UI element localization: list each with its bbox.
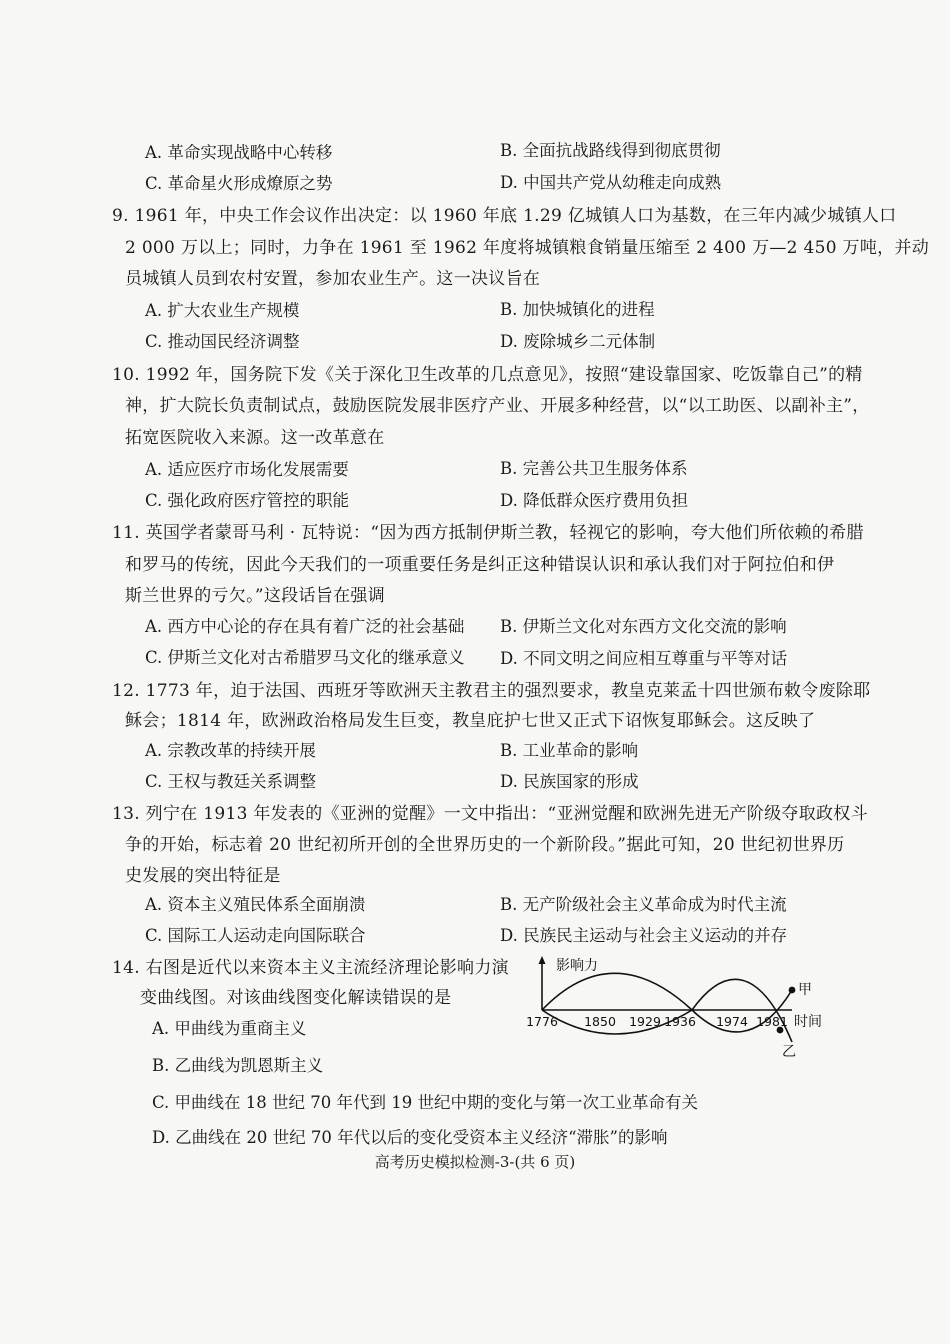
- q14-option-b: B. 乙曲线为凯恩斯主义: [152, 1056, 324, 1075]
- q12-option-a: A. 宗教改革的持续开展: [145, 741, 316, 760]
- x-tick-label: 1776: [526, 1014, 558, 1029]
- q9-stem-line-3: 员城镇人员到农村安置，参加农业生产。这一决议旨在: [125, 269, 541, 289]
- q10-stem-line-1: 10. 1992 年，国务院下发《关于深化卫生改革的几点意见》，按照“建设靠国家、吃饭靠自己”的精: [112, 365, 863, 385]
- x-tick-label: 1981: [756, 1014, 788, 1029]
- q11-option-a: A. 西方中心论的存在具有着广泛的社会基础: [145, 617, 465, 636]
- q9-option-a: A. 扩大农业生产规模: [145, 301, 300, 320]
- q10-option-a: A. 适应医疗市场化发展需要: [145, 460, 349, 479]
- q11-option-d: D. 不同文明之间应相互尊重与平等对话: [500, 649, 788, 668]
- q9-option-b: B. 加快城镇化的进程: [500, 300, 655, 319]
- q10-option-b: B. 完善公共卫生服务体系: [500, 459, 688, 478]
- q8-option-a: A. 革命实现战略中心转移: [145, 143, 333, 162]
- series-yi-label: 乙: [782, 1044, 796, 1060]
- q13-stem-line-2: 争的开始，标志着 20 世纪初所开创的全世界历史的一个新阶段。”据此可知，20 世纪初世界历: [125, 835, 845, 855]
- q14-option-a: A. 甲曲线为重商主义: [152, 1019, 307, 1038]
- x-axis-label: 时间: [794, 1014, 822, 1030]
- q11-stem-line-3: 斯兰世界的亏欠。”这段话旨在强调: [125, 586, 385, 606]
- q12-option-d: D. 民族国家的形成: [500, 772, 639, 791]
- influence-chart: [520, 950, 840, 1062]
- q14-stem-line-1: 14. 右图是近代以来资本主义主流经济理论影响力演: [112, 958, 509, 978]
- x-tick-labels: [526, 1014, 788, 1029]
- q12-stem-line-2: 稣会；1814 年，欧洲政治格局发生巨变，教皇庇护七世又正式下诏恢复耶稣会。这反映了: [125, 711, 816, 731]
- q14-option-d: D. 乙曲线在 20 世纪 70 年代以后的变化受资本主义经济“滞胀”的影响: [152, 1128, 668, 1147]
- q13-stem-line-1: 13. 列宁在 1913 年发表的《亚洲的觉醒》一文中指出：“亚洲觉醒和欧洲先进无产阶级夺取政权斗: [112, 804, 868, 824]
- q13-option-c: C. 国际工人运动走向国际联合: [145, 926, 366, 945]
- x-tick-label: 1936: [664, 1014, 696, 1029]
- series-jia-endpoint: [789, 987, 796, 994]
- q9-option-c: C. 推动国民经济调整: [145, 332, 300, 351]
- x-tick-label: 1929: [629, 1014, 661, 1029]
- q9-stem-line-2: 2 000 万以上；同时，力争在 1961 至 1962 年度将城镇粮食销量压缩至 2 400 万—2 450 万吨，并动: [125, 238, 930, 258]
- q14-stem-line-2: 变曲线图。对该曲线图变化解读错误的是: [140, 988, 452, 1008]
- x-tick-label: 1850: [584, 1014, 616, 1029]
- q10-stem-line-3: 拓宽医院收入来源。这一改革意在: [125, 428, 385, 448]
- q12-option-b: B. 工业革命的影响: [500, 741, 639, 760]
- q12-stem-line-1: 12. 1773 年，迫于法国、西班牙等欧洲天主教君主的强烈要求，教皇克莱孟十四世颁布敕令废除耶: [112, 681, 871, 701]
- q9-stem-line-1: 9. 1961 年，中央工作会议作出决定：以 1960 年底 1.29 亿城镇人口为基数，在三年内减少城镇人口: [112, 206, 897, 226]
- q13-option-a: A. 资本主义殖民体系全面崩溃: [145, 895, 366, 914]
- q9-option-d: D. 废除城乡二元体制: [500, 332, 656, 351]
- q8-option-b: B. 全面抗战路线得到彻底贯彻: [500, 141, 721, 160]
- q8-option-d: D. 中国共产党从幼稚走向成熟: [500, 173, 722, 192]
- q11-option-b: B. 伊斯兰文化对东西方文化交流的影响: [500, 617, 787, 636]
- q13-stem-line-3: 史发展的突出特征是: [125, 866, 281, 886]
- y-axis-arrow-icon: [539, 956, 546, 964]
- q11-option-c: C. 伊斯兰文化对古希腊罗马文化的继承意义: [145, 648, 465, 667]
- q11-stem-line-1: 11. 英国学者蒙哥马利 · 瓦特说：“因为西方抵制伊斯兰教，轻视它的影响，夸大他们所依赖的希腊: [112, 523, 864, 543]
- q10-option-d: D. 降低群众医疗费用负担: [500, 491, 689, 510]
- x-tick-label: 1974: [716, 1014, 748, 1029]
- q14-option-c: C. 甲曲线在 18 世纪 70 年代到 19 世纪中期的变化与第一次工业革命有关: [152, 1093, 698, 1112]
- q12-option-c: C. 王权与教廷关系调整: [145, 772, 317, 791]
- q8-option-c: C. 革命星火形成燎原之势: [145, 174, 333, 193]
- q11-stem-line-2: 和罗马的传统，因此今天我们的一项重要任务是纠正这种错误认识和承认我们对于阿拉伯和伊: [125, 555, 835, 575]
- y-axis-label: 影响力: [556, 958, 598, 974]
- q13-option-d: D. 民族民主运动与社会主义运动的并存: [500, 926, 788, 945]
- q10-stem-line-2: 神，扩大院长负责制试点，鼓励医院发展非医疗产业、开展多种经营，以“以工助医、以副补主”，: [125, 396, 870, 416]
- q10-option-c: C. 强化政府医疗管控的职能: [145, 491, 350, 510]
- q13-option-b: B. 无产阶级社会主义革命成为时代主流: [500, 895, 787, 914]
- series-jia-label: 甲: [798, 982, 812, 998]
- page-footer: 高考历史模拟检测-3-(共 6 页): [374, 1153, 576, 1171]
